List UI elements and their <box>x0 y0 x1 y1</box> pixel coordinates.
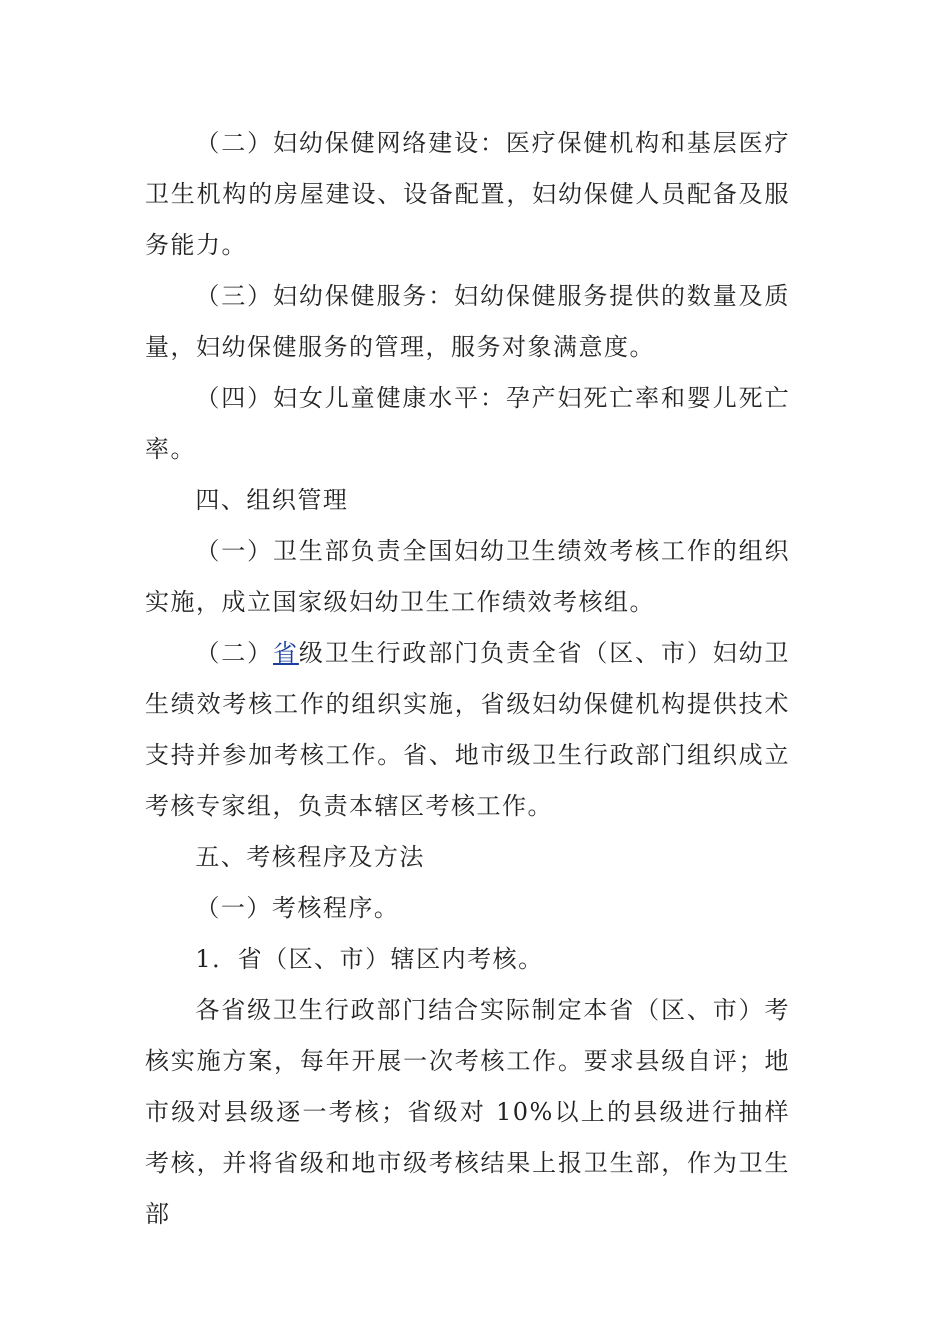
item-provincial-assessment: 1．省（区、市）辖区内考核。 <box>195 945 544 973</box>
paragraph-prefix: （二） <box>195 639 273 667</box>
paragraph-assessment-details: 各省级卫生行政部门结合实际制定本省（区、市）考核实施方案，每年开展一次考核工作。要求县级自评；地市级对县级逐一考核；省级对 10%以上的县级进行抽样考核，并将省级和地市级考核结果上报卫生部，作为卫生部 <box>145 996 790 1228</box>
paragraph-ministry-responsibility: （一）卫生部负责全国妇幼卫生绩效考核工作的组织实施，成立国家级妇幼卫生工作绩效考核组。 <box>145 537 790 616</box>
province-link[interactable]: 省 <box>273 639 299 667</box>
paragraph-health-services: （三）妇幼保健服务：妇幼保健服务提供的数量及质量，妇幼保健服务的管理，服务对象满意度。 <box>145 282 790 361</box>
section-heading-procedure: 五、考核程序及方法 <box>195 843 425 871</box>
paragraph-network-construction: （二）妇幼保健网络建设：医疗保健机构和基层医疗卫生机构的房屋建设、设备配置，妇幼保健人员配备及服务能力。 <box>145 129 790 259</box>
paragraph-remainder: 级卫生行政部门负责全省（区、市）妇幼卫生绩效考核工作的组织实施，省级妇幼保健机构提供技术支持并参加考核工作。省、地市级卫生行政部门组织成立考核专家组，负责本辖区考核工作。 <box>145 639 791 820</box>
section-heading-organization: 四、组织管理 <box>195 486 349 514</box>
document-body <box>145 118 790 1240</box>
paragraph-provincial-responsibility <box>145 628 790 832</box>
paragraph-health-level: （四）妇女儿童健康水平：孕产妇死亡率和婴儿死亡率。 <box>145 384 790 463</box>
subheading-assessment-procedure: （一）考核程序。 <box>195 894 400 922</box>
